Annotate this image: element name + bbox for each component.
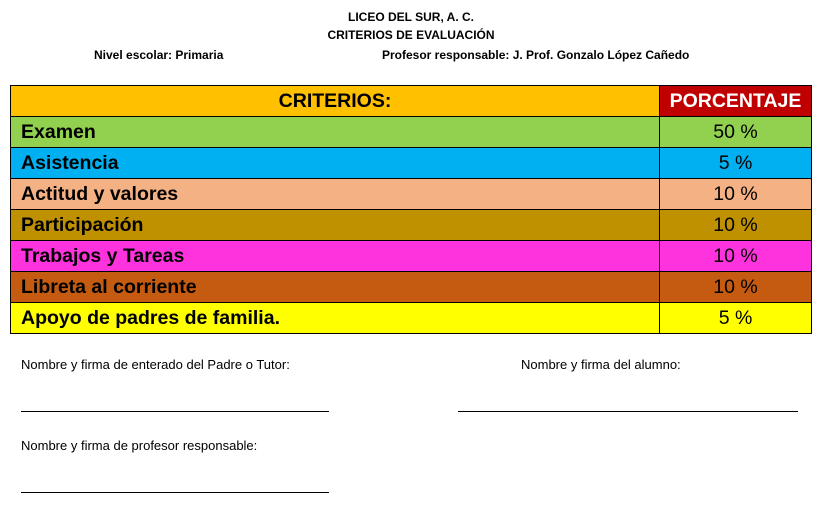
document-title: CRITERIOS DE EVALUACIÓN (327, 28, 495, 42)
criterion-percent: 5 % (660, 148, 812, 179)
table-header-row (11, 86, 812, 117)
criterion-row-exam (11, 117, 812, 148)
criterion-row-homework (11, 241, 812, 272)
criterion-percent: 10 % (660, 241, 812, 272)
student-signature-label: Nombre y firma del alumno: (521, 357, 681, 372)
criterion-row-notebook (11, 272, 812, 303)
criterion-name: Libreta al corriente (11, 272, 660, 303)
criterion-row-participation (11, 210, 812, 241)
criterion-row-parent-support (11, 303, 812, 334)
teacher-signature-line (21, 492, 329, 493)
criterion-row-attitude (11, 179, 812, 210)
percent-column-header: PORCENTAJE (660, 86, 812, 117)
parent-signature-line (21, 411, 329, 412)
criterion-row-attendance (11, 148, 812, 179)
criteria-column-header: CRITERIOS: (11, 86, 660, 117)
criterion-name: Asistencia (11, 148, 660, 179)
school-level: Nivel escolar: Primaria (94, 48, 224, 62)
responsible-teacher: Profesor responsable: J. Prof. Gonzalo López Cañedo (382, 48, 690, 62)
criterion-name: Participación (11, 210, 660, 241)
criterion-percent: 10 % (660, 272, 812, 303)
school-name: LICEO DEL SUR, A. C. (347, 10, 474, 24)
criterion-name: Trabajos y Tareas (11, 241, 660, 272)
criterion-percent: 10 % (660, 179, 812, 210)
criteria-table (10, 85, 812, 334)
criterion-name: Apoyo de padres de familia. (11, 303, 660, 334)
criterion-percent: 10 % (660, 210, 812, 241)
criterion-percent: 50 % (660, 117, 812, 148)
criterion-name: Actitud y valores (11, 179, 660, 210)
criterion-name: Examen (11, 117, 660, 148)
student-signature-line (458, 411, 798, 412)
criterion-percent: 5 % (660, 303, 812, 334)
parent-signature-label: Nombre y firma de enterado del Padre o Tutor: (21, 357, 290, 372)
teacher-signature-label: Nombre y firma de profesor responsable: (21, 438, 258, 453)
